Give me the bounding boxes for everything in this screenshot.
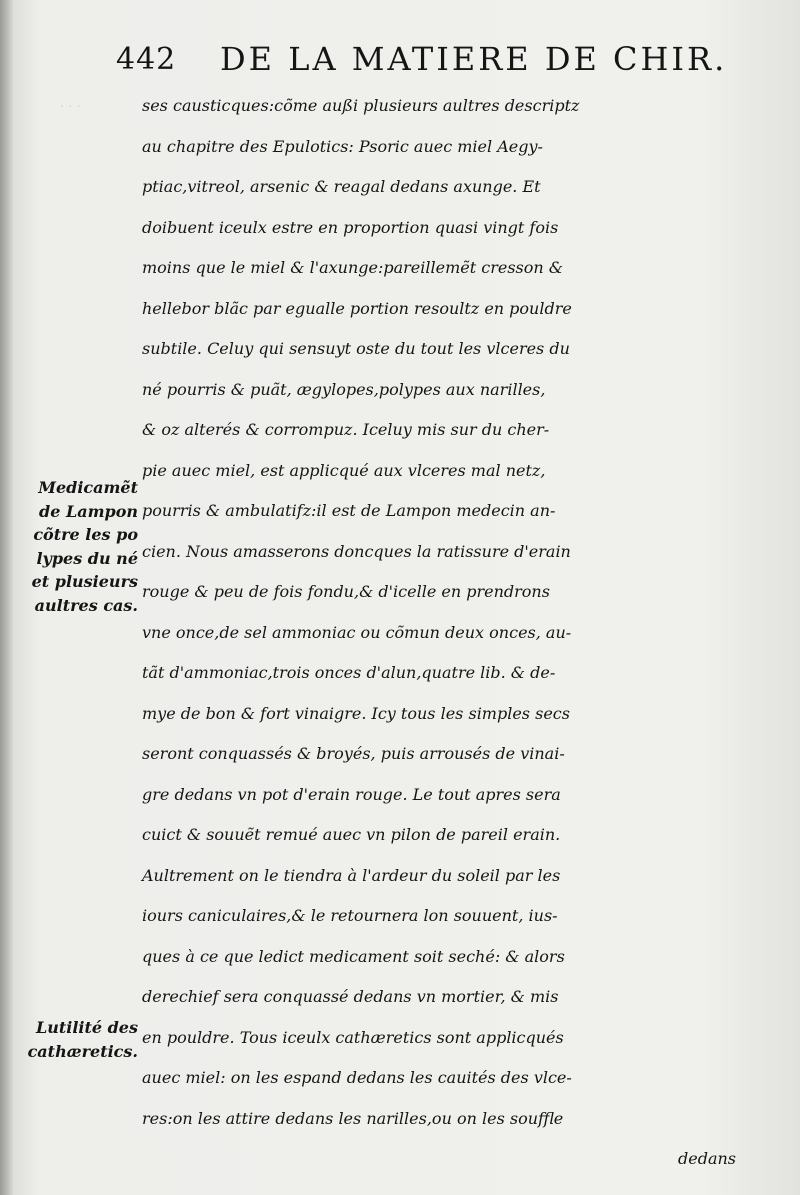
text-line: gre dedans vn pot d'erain rouge. Le tout apres sera bbox=[142, 784, 561, 804]
margin-note-line: de Lampon bbox=[39, 501, 138, 521]
text-line: moins que le miel & l'axunge:pareillemẽt cresson & bbox=[142, 258, 564, 277]
text-line: au chapitre des Epulotics: Psoric auec miel Aegy- bbox=[142, 136, 543, 156]
margin-note-line: lypes du né bbox=[36, 548, 138, 568]
text-line: res:on les attire dedans les narilles,ou on les souffle bbox=[142, 1108, 564, 1128]
text-line: subtile. Celuy qui sensuyt oste du tout les vlceres du bbox=[142, 339, 570, 358]
margin-note-lampon bbox=[32, 476, 138, 617]
running-title: DE LA MATIERE DE CHIR. bbox=[220, 40, 728, 78]
margin-note-line: cõtre les po bbox=[33, 525, 138, 544]
text-line: cien. Nous amasserons doncques la ratissure d'erain bbox=[142, 541, 571, 561]
gutter-shadow bbox=[0, 0, 14, 1195]
body-text bbox=[142, 86, 742, 1180]
text-line: ques à ce que ledict medicament soit seché: & alors bbox=[142, 946, 565, 966]
text-line: seront conquassés & broyés, puis arrousés de vinai- bbox=[142, 744, 565, 763]
text-line: ptiac,vitreol, arsenic & reagal dedans axunge. Et bbox=[142, 177, 541, 196]
text-line: ses causticques:cõme außi plusieurs aultres descriptz bbox=[142, 96, 580, 115]
text-line: dedans bbox=[677, 1149, 736, 1168]
margin-note-line: aultres cas. bbox=[34, 595, 138, 615]
text-line: doibuent iceulx estre en proportion quasi vingt fois bbox=[142, 217, 559, 237]
margin-note-line: cathæretics. bbox=[27, 1041, 138, 1061]
page-number: 442 bbox=[116, 42, 177, 77]
text-line: cuict & souuẽt remué auec vn pilon de pareil erain. bbox=[142, 825, 561, 844]
text-line: hellebor blãc par egualle portion resoultz en pouldre bbox=[142, 298, 572, 318]
text-line: & oz alterés & corrompuz. Iceluy mis sur du cher- bbox=[142, 420, 550, 439]
margin-note-line: et plusieurs bbox=[31, 572, 138, 591]
text-line: Aultrement on le tiendra à l'ardeur du soleil par les bbox=[142, 865, 561, 885]
text-line: auec miel: on les espand dedans les cauités des vlce- bbox=[142, 1068, 572, 1087]
margin-note-line: Medicamẽt bbox=[38, 478, 138, 497]
text-line: rouge & peu de fois fondu,& d'icelle en prendrons bbox=[142, 582, 550, 601]
text-line: tãt d'ammoniac,trois onces d'alun,quatre lib. & de- bbox=[142, 663, 556, 682]
text-line: pourris & ambulatifz:il est de Lampon medecin an- bbox=[142, 501, 556, 520]
text-line: mye de bon & fort vinaigre. Icy tous les simples secs bbox=[142, 703, 570, 723]
text-line: vne once,de sel ammoniac ou cõmun deux onces, au- bbox=[142, 622, 572, 642]
text-line: derechief sera conquassé dedans vn mortier, & mis bbox=[142, 987, 559, 1006]
text-line: en pouldre. Tous iceulx cathæretics sont applicqués bbox=[142, 1027, 564, 1047]
margin-note-cathaeretics bbox=[28, 1016, 138, 1063]
margin-note-line: Lutilité des bbox=[35, 1018, 138, 1037]
text-line: né pourris & puãt, ægylopes,polypes aux narilles, bbox=[142, 379, 546, 399]
page-header bbox=[112, 38, 752, 82]
text-line: iours caniculaires,& le retournera lon souuent, ius- bbox=[142, 906, 558, 925]
bleed-through-text: . . . bbox=[60, 96, 81, 111]
text-line: pie auec miel, est applicqué aux vlceres mal netz, bbox=[142, 460, 546, 480]
